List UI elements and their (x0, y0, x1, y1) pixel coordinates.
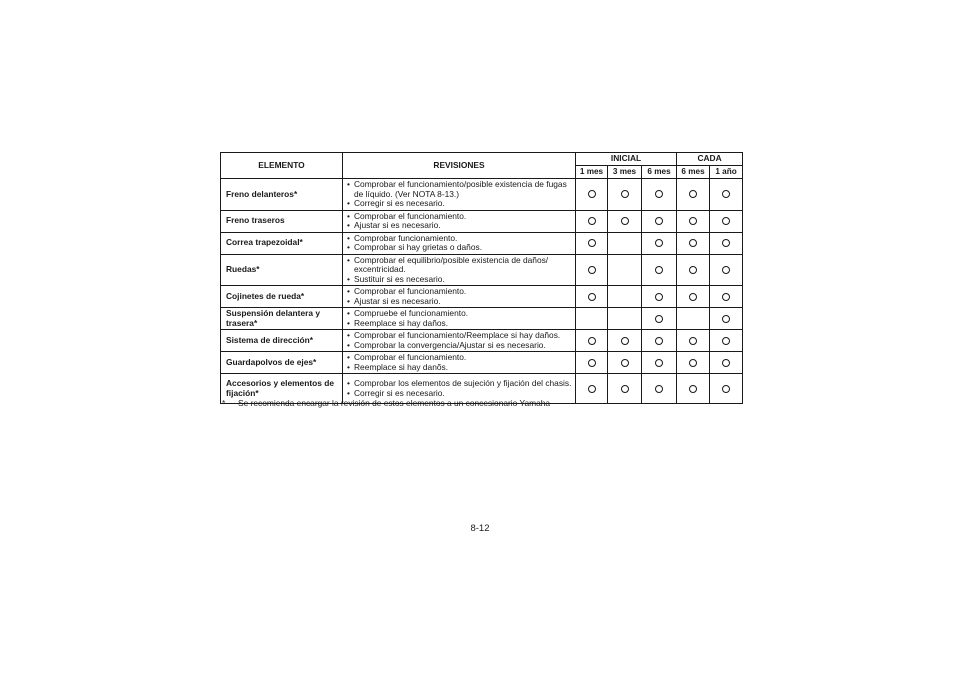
check-circle-icon (655, 190, 663, 198)
check-circle-icon (689, 217, 697, 225)
check-item: • Comprobar la convergencia/Ajustar si es necesario. (347, 341, 572, 351)
row-checks (343, 179, 576, 211)
check-circle-icon (722, 293, 730, 301)
mark-cell (677, 374, 710, 404)
check-circle-icon (588, 190, 596, 198)
mark-cell (576, 179, 608, 211)
mark-cell (710, 352, 743, 374)
check-item: • Comprobar el funcionamiento. (347, 287, 572, 297)
footnote-text: Se recomienda encargar la revisión de estos elementos a un concesionario Yamaha (238, 398, 551, 408)
row-item: Freno delanteros* (221, 179, 343, 211)
mark-cell (608, 232, 642, 254)
mark-cell (710, 330, 743, 352)
mark-cell (576, 374, 608, 404)
check-circle-icon (655, 385, 663, 393)
check-circle-icon (655, 266, 663, 274)
check-item: • Corregir si es necesario. (347, 389, 572, 399)
row-item: Ruedas* (221, 254, 343, 286)
mark-cell (710, 179, 743, 211)
check-item: • Comprobar el funcionamiento. (347, 212, 572, 222)
row-item: Suspensión delantera y trasera* (221, 308, 343, 330)
footnote (222, 398, 550, 408)
row-item: Accesorios y elementos de fijación* (221, 374, 343, 404)
mark-cell (576, 352, 608, 374)
mark-cell (608, 330, 642, 352)
row-checks (343, 286, 576, 308)
check-item: • Corregir si es necesario. (347, 199, 572, 209)
mark-cell (608, 179, 642, 211)
check-circle-icon (689, 266, 697, 274)
mark-cell (710, 308, 743, 330)
header-elemento: ELEMENTO (221, 153, 343, 179)
check-item: • Ajustar si es necesario. (347, 297, 572, 307)
table-row (221, 330, 743, 352)
mark-cell (576, 286, 608, 308)
row-item: Freno traseros (221, 210, 343, 232)
check-circle-icon (722, 359, 730, 367)
check-circle-icon (722, 239, 730, 247)
mark-cell (608, 286, 642, 308)
check-circle-icon (655, 293, 663, 301)
check-item: • Compruebe el funcionamiento. (347, 309, 572, 319)
check-item: • Comprobar el funcionamiento. (347, 353, 572, 363)
mark-cell (677, 286, 710, 308)
header-cada: CADA (677, 153, 743, 166)
check-circle-icon (655, 337, 663, 345)
check-circle-icon (621, 337, 629, 345)
mark-cell (710, 232, 743, 254)
mark-cell (677, 308, 710, 330)
check-circle-icon (689, 337, 697, 345)
mark-cell (642, 254, 677, 286)
table-row (221, 352, 743, 374)
header-period-1-mes: 1 mes (576, 166, 608, 179)
check-circle-icon (588, 266, 596, 274)
check-item: • Comprobar si hay grietas o daños. (347, 243, 572, 253)
mark-cell (608, 210, 642, 232)
check-circle-icon (655, 217, 663, 225)
check-circle-icon (588, 217, 596, 225)
mark-cell (608, 308, 642, 330)
row-checks (343, 352, 576, 374)
footnote-asterisk: * (222, 398, 226, 408)
check-circle-icon (588, 359, 596, 367)
check-circle-icon (689, 385, 697, 393)
check-circle-icon (588, 337, 596, 345)
check-circle-icon (722, 337, 730, 345)
check-circle-icon (722, 315, 730, 323)
table-row (221, 286, 743, 308)
check-item: • Comprobar el equilibrio/posible existencia de daños/ excentricidad. (347, 256, 572, 275)
check-item: • Comprobar los elementos de sujeción y fijación del chasis. (347, 379, 572, 389)
mark-cell (677, 210, 710, 232)
mark-cell (642, 286, 677, 308)
mark-cell (576, 210, 608, 232)
table-row (221, 308, 743, 330)
check-item: • Sustituir si es necesario. (347, 275, 572, 285)
check-circle-icon (655, 359, 663, 367)
table-body (221, 179, 743, 404)
row-item: Cojinetes de rueda* (221, 286, 343, 308)
check-circle-icon (588, 385, 596, 393)
maintenance-table (220, 152, 743, 404)
check-item: • Comprobar funcionamiento. (347, 234, 572, 244)
mark-cell (576, 308, 608, 330)
check-item: • Ajustar si es necesario. (347, 221, 572, 231)
check-circle-icon (621, 385, 629, 393)
mark-cell (576, 254, 608, 286)
mark-cell (710, 286, 743, 308)
header-revisiones: REVISIONES (343, 153, 576, 179)
table-row (221, 232, 743, 254)
mark-cell (677, 179, 710, 211)
mark-cell (608, 374, 642, 404)
check-circle-icon (722, 217, 730, 225)
header-period-cada-6-mes: 6 mes (677, 166, 710, 179)
row-checks (343, 308, 576, 330)
row-checks (343, 232, 576, 254)
row-item: Correa trapezoidal* (221, 232, 343, 254)
mark-cell (642, 374, 677, 404)
mark-cell (677, 330, 710, 352)
mark-cell (642, 352, 677, 374)
check-item: • Reemplace si hay daños. (347, 319, 572, 329)
header-period-3-mes: 3 mes (608, 166, 642, 179)
check-circle-icon (722, 266, 730, 274)
mark-cell (710, 254, 743, 286)
header-period-1-ano: 1 año (710, 166, 743, 179)
mark-cell (608, 254, 642, 286)
check-circle-icon (588, 239, 596, 247)
mark-cell (677, 254, 710, 286)
check-circle-icon (655, 315, 663, 323)
header-inicial: INICIAL (576, 153, 677, 166)
check-circle-icon (722, 385, 730, 393)
check-circle-icon (621, 217, 629, 225)
mark-cell (576, 330, 608, 352)
check-circle-icon (621, 190, 629, 198)
row-checks (343, 210, 576, 232)
row-checks (343, 254, 576, 286)
table-row (221, 210, 743, 232)
check-circle-icon (621, 359, 629, 367)
row-checks (343, 330, 576, 352)
check-item: • Comprobar el funcionamiento/posible existencia de fugas de líquido. (Ver NOTA 8-13.) (347, 180, 572, 199)
row-item: Sistema de dirección* (221, 330, 343, 352)
row-item: Guardapolvos de ejes* (221, 352, 343, 374)
check-circle-icon (689, 190, 697, 198)
mark-cell (608, 352, 642, 374)
mark-cell (642, 232, 677, 254)
table-row (221, 179, 743, 211)
check-circle-icon (588, 293, 596, 301)
check-circle-icon (689, 239, 697, 247)
mark-cell (710, 210, 743, 232)
mark-cell (710, 374, 743, 404)
header-period-6-mes: 6 mes (642, 166, 677, 179)
check-circle-icon (722, 190, 730, 198)
check-item: • Reemplace si hay danõs. (347, 363, 572, 373)
page-number: 8-12 (470, 523, 490, 534)
check-circle-icon (689, 359, 697, 367)
table-row (221, 254, 743, 286)
check-circle-icon (655, 239, 663, 247)
mark-cell (677, 232, 710, 254)
mark-cell (642, 330, 677, 352)
check-circle-icon (689, 293, 697, 301)
mark-cell (642, 308, 677, 330)
mark-cell (642, 179, 677, 211)
mark-cell (677, 352, 710, 374)
check-item: • Comprobar el funcionamiento/Reemplace si hay daños. (347, 331, 572, 341)
mark-cell (576, 232, 608, 254)
mark-cell (642, 210, 677, 232)
